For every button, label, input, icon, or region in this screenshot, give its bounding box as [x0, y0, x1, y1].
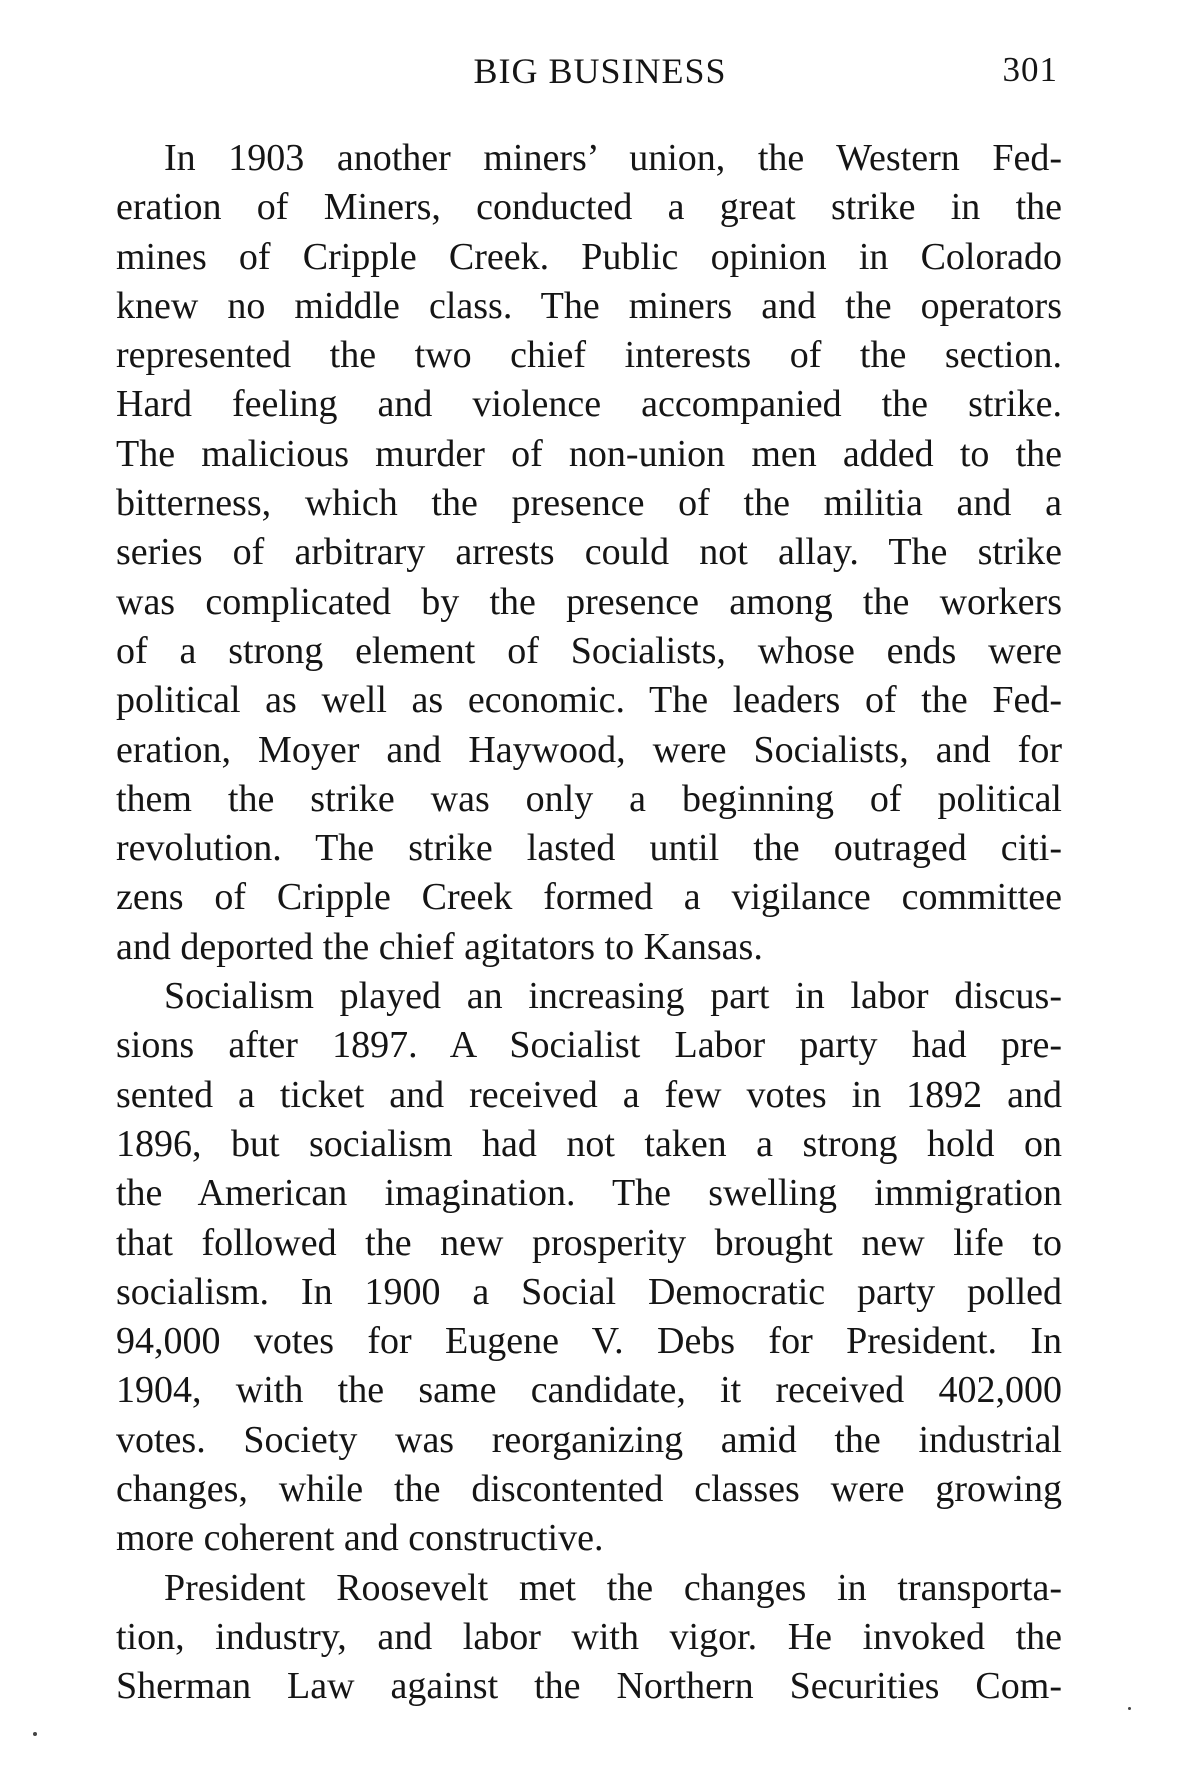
paragraph	[116, 1564, 1062, 1712]
text-line: knew no middle class. The miners and the operators	[116, 284, 1062, 327]
text-line: of a strong element of Socialists, whose ends were	[116, 629, 1062, 672]
page-number: 301	[1002, 50, 1058, 89]
paragraph	[116, 972, 1062, 1564]
running-head	[118, 44, 1060, 104]
text-line: was complicated by the presence among the workers	[116, 580, 1062, 623]
text-line: more coherent and constructive.	[116, 1517, 604, 1560]
text-line: votes. Society was reorganizing amid the industrial	[116, 1418, 1062, 1461]
text-line: 94,000 votes for Eugene V. Debs for President. In	[116, 1320, 1062, 1363]
text-line: Socialism played an increasing part in labor discus-	[164, 975, 1062, 1018]
text-line: mines of Cripple Creek. Public opinion in Colorado	[116, 235, 1062, 278]
text-line: President Roosevelt met the changes in transporta-	[164, 1566, 1062, 1609]
text-line: eration of Miners, conducted a great strike in the	[116, 186, 1062, 229]
text-line: changes, while the discontented classes were growing	[116, 1468, 1062, 1511]
text-line: bitterness, which the presence of the militia and a	[116, 482, 1062, 525]
text-line: tion, industry, and labor with vigor. He invoked the	[116, 1615, 1062, 1658]
text-line: represented the two chief interests of the section.	[116, 334, 1062, 377]
text-line: eration, Moyer and Haywood, were Socialists, and for	[116, 728, 1062, 771]
text-line: series of arbitrary arrests could not allay. The strike	[116, 531, 1062, 574]
text-line: Sherman Law against the Northern Securities Com-	[116, 1665, 1062, 1708]
text-line: 1896, but socialism had not taken a strong hold on	[116, 1122, 1062, 1165]
text-line: revolution. The strike lasted until the outraged citi-	[116, 827, 1062, 870]
text-line: and deported the chief agitators to Kansas.	[116, 925, 763, 968]
paragraph	[116, 134, 1062, 972]
text-line: political as well as economic. The leaders of the Fed-	[116, 679, 1062, 722]
text-line: zens of Cripple Creek formed a vigilance committee	[116, 876, 1062, 919]
text-line: the American imagination. The swelling immigration	[116, 1172, 1062, 1215]
text-line: socialism. In 1900 a Social Democratic party polled	[116, 1270, 1062, 1313]
text-line: sented a ticket and received a few votes in 1892 and	[116, 1073, 1062, 1116]
running-title: BIG BUSINESS	[473, 51, 727, 91]
scan-speck	[33, 1732, 37, 1736]
scan-speck	[1128, 1707, 1131, 1710]
text-line: In 1903 another miners’ union, the Western Fed-	[164, 137, 1062, 179]
text-line: them the strike was only a beginning of political	[116, 777, 1062, 820]
text-line: The malicious murder of non-union men added to the	[116, 432, 1062, 475]
text-line: Hard feeling and violence accompanied the strike.	[116, 383, 1062, 426]
text-line: that followed the new prosperity brought new life to	[116, 1221, 1062, 1264]
text-line: 1904, with the same candidate, it received 402,000	[116, 1369, 1062, 1412]
body-text	[116, 134, 1062, 1712]
text-line: sions after 1897. A Socialist Labor party had pre-	[116, 1024, 1062, 1067]
